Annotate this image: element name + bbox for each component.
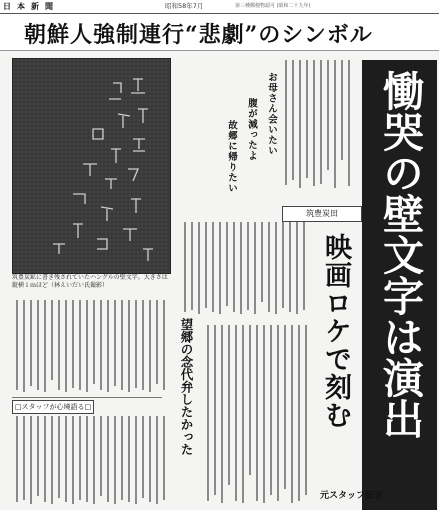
quote-hungry: 腹が減ったよ [246, 98, 257, 161]
masthead-fine-print: 第三種郵便物認可 (昭和二十九年) [235, 3, 311, 9]
newspaper-name: 日本新聞 [3, 2, 59, 11]
body-text-bottom-left [12, 416, 172, 506]
subheadline: 映画ロケで刻む [320, 233, 351, 429]
top-headline-text: 朝鮮人強制連行“悲劇”のシンボル [24, 22, 373, 48]
body-text-upper [182, 222, 312, 317]
masthead [0, 0, 439, 14]
body-text-right [205, 325, 313, 505]
quote-home: 故郷に帰りたい [226, 120, 237, 194]
main-headline: 慟哭の壁文字は演出 [376, 70, 424, 439]
staff-testimony-box: □スタッフが心境語る□ [12, 400, 94, 414]
main-headline-band [362, 60, 437, 510]
divider-rule [12, 397, 162, 398]
body-text-left [12, 300, 172, 395]
wall-writing-image [13, 59, 170, 273]
top-headline [0, 14, 439, 51]
quote-mother: お母さん会いたい [266, 72, 277, 156]
lead-text [283, 60, 358, 190]
credit-line: 元スタッフ証言 [320, 491, 384, 501]
mini-headline: 望郷の念代弁したかった [179, 318, 194, 456]
chikuho-coalfield-box: 筑豊炭田 [282, 206, 362, 222]
photo-caption: 筑豊炭鉱に書き残されていたハングルの壁文字。大きさは縦横１ｍほど（林えいだい氏撮影） [12, 274, 168, 289]
issue-date: 昭和58年7月 [165, 2, 204, 10]
wall-writing-photo [12, 58, 171, 274]
